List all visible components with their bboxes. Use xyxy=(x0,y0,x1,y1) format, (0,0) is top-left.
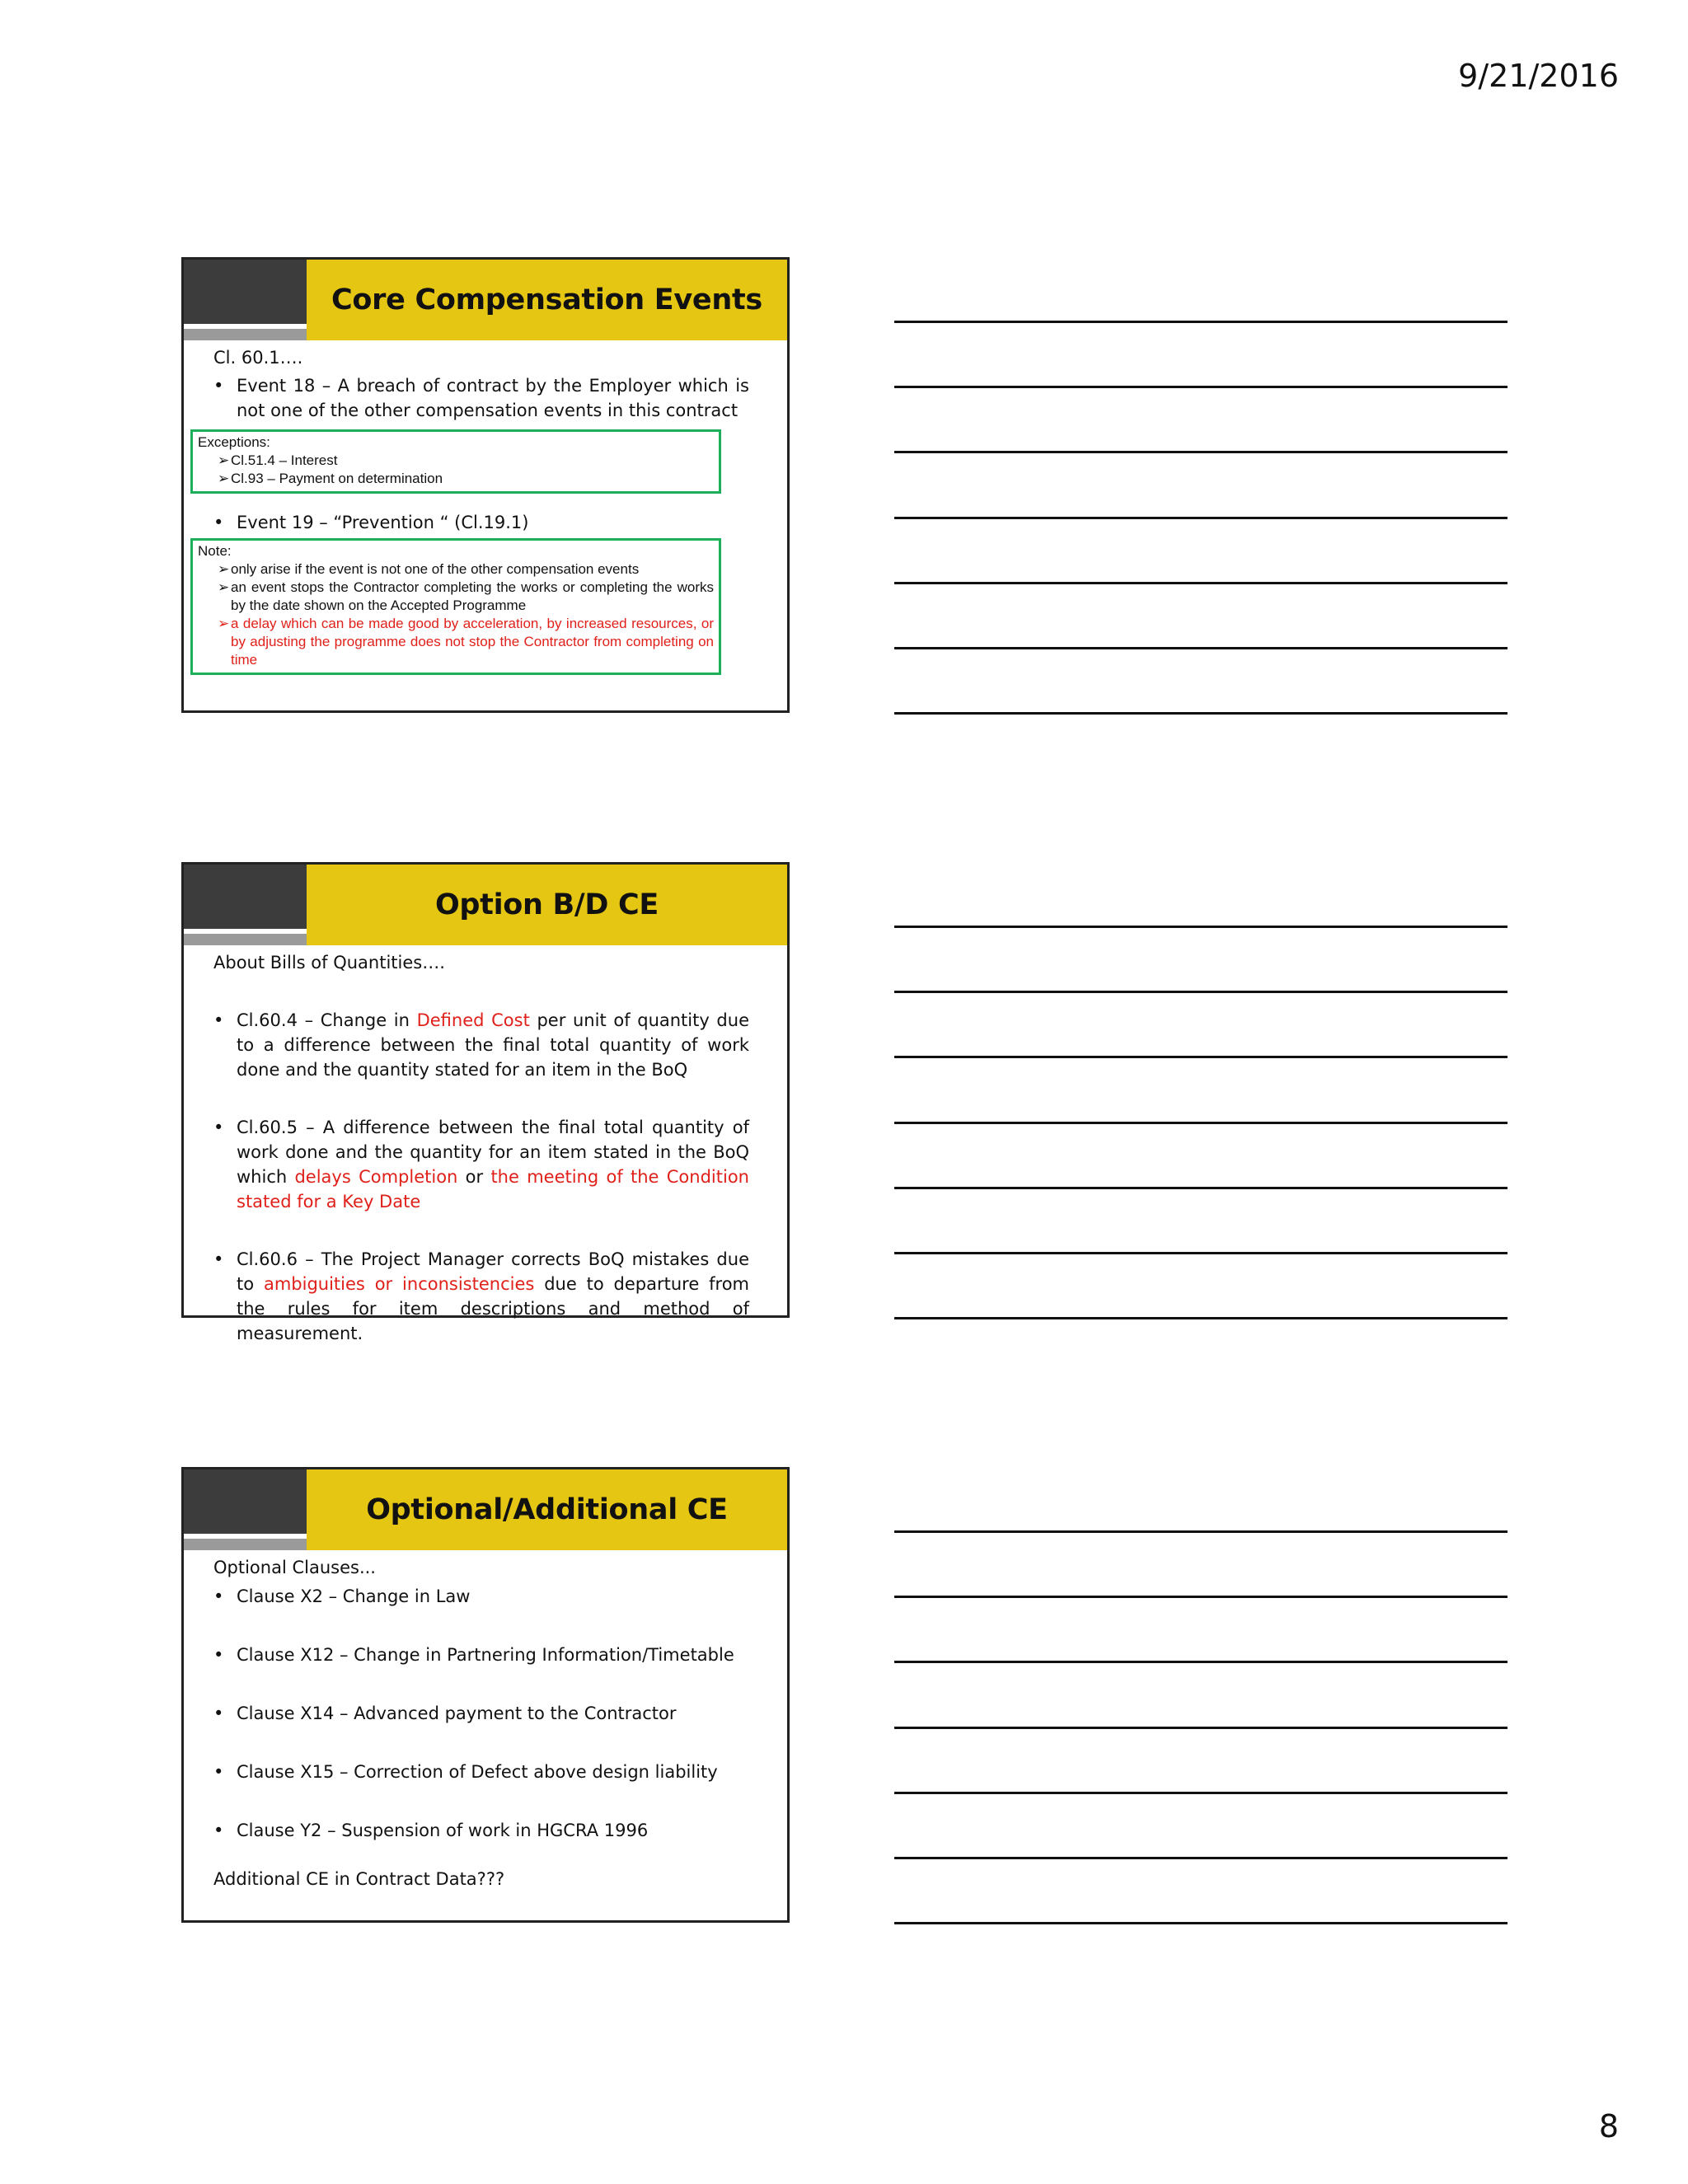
note-line xyxy=(894,1922,1507,1924)
note-line xyxy=(894,712,1507,715)
list-item: • Clause X15 – Correction of Defect above design liability xyxy=(213,1757,749,1787)
page-date: 9/21/2016 xyxy=(1458,58,1619,94)
note-line xyxy=(894,1661,1507,1663)
slide-intro: About Bills of Quantities…. xyxy=(213,953,445,972)
slide-header-dark-block xyxy=(184,260,307,329)
note-line xyxy=(894,1857,1507,1859)
note-line xyxy=(894,1727,1507,1729)
list-item: • Clause X2 – Change in Law xyxy=(213,1582,749,1611)
note-line xyxy=(894,582,1507,584)
note-item: ➢ an event stops the Contractor completing the works or completing the works by the date shown on the Accepted Programme xyxy=(218,579,714,613)
slide-title-bar xyxy=(307,260,787,340)
slide-header-gray-strip xyxy=(184,1539,307,1550)
note-line xyxy=(894,386,1507,388)
slide-header-gray-strip xyxy=(184,329,307,340)
slide-optional-additional-ce xyxy=(181,1467,790,1923)
note-line xyxy=(894,1792,1507,1794)
exceptions-box xyxy=(190,429,721,494)
exception-item: ➢ Cl.93 – Payment on determination xyxy=(218,471,443,486)
slide-header-dark-block xyxy=(184,1469,307,1539)
bullet-cl-60-4: • Cl.60.4 – Change in Defined Cost per unit of quantity due to a difference between the final total quantity of work done and the quantity stated for an item in the BoQ xyxy=(213,1008,749,1082)
note-heading: Note: xyxy=(198,543,232,559)
slide-core-compensation-events xyxy=(181,257,790,713)
exception-item: ➢ Cl.51.4 – Interest xyxy=(218,452,338,468)
slide-footer-text: Additional CE in Contract Data??? xyxy=(213,1869,505,1889)
note-line xyxy=(894,1122,1507,1124)
note-line xyxy=(894,647,1507,649)
slide-body xyxy=(213,1555,749,1894)
slide-header-dark-block xyxy=(184,865,307,934)
page-number: 8 xyxy=(1598,2108,1619,2144)
slide-body xyxy=(198,345,749,675)
list-item: • Clause X12 – Change in Partnering Information/Timetable xyxy=(213,1640,749,1670)
bullet-cl-60-5: • Cl.60.5 – A difference between the final total quantity of work done and the quantity for an item stated in the BoQ which delays Completion or the meeting of the Condition stated for a Key Date xyxy=(213,1115,749,1214)
slide-body xyxy=(213,950,749,1346)
bullet-cl-60-6: • Cl.60.6 – The Project Manager corrects BoQ mistakes due to ambiguities or inconsistencies due to departure from the rules for item descriptions and method of measurement. xyxy=(213,1247,749,1346)
arrow-bullet-icon: ➢ xyxy=(218,561,230,577)
slide-title-bar xyxy=(307,1469,787,1550)
highlight-text: the meeting of the Condition stated for a Key Date xyxy=(237,1167,749,1212)
note-line xyxy=(894,1317,1507,1319)
slide-intro: Optional Clauses... xyxy=(213,1558,376,1577)
arrow-bullet-icon: ➢ xyxy=(218,452,230,468)
bullet-event-19: • Event 19 – “Prevention “ (Cl.19.1) xyxy=(213,510,749,535)
slide-option-bd-ce xyxy=(181,862,790,1343)
note-line xyxy=(894,1056,1507,1058)
note-line xyxy=(894,926,1507,928)
note-box xyxy=(190,538,721,675)
note-line xyxy=(894,991,1507,993)
list-item: • Clause X14 – Advanced payment to the Contractor xyxy=(213,1699,749,1728)
note-line xyxy=(894,517,1507,519)
slide-intro: Cl. 60.1…. xyxy=(213,348,303,368)
note-line xyxy=(894,1187,1507,1189)
note-line xyxy=(894,1596,1507,1598)
highlight-text: delays Completion xyxy=(294,1167,458,1187)
arrow-bullet-icon: ➢ xyxy=(218,471,230,486)
slide-title-bar xyxy=(307,865,787,945)
note-line xyxy=(894,1252,1507,1254)
note-line xyxy=(894,321,1507,323)
arrow-bullet-icon: ➢ xyxy=(218,579,230,595)
note-item: ➢ only arise if the event is not one of the other compensation events xyxy=(218,561,640,577)
note-line xyxy=(894,1530,1507,1533)
list-item: • Clause Y2 – Suspension of work in HGCRA 1996 xyxy=(213,1816,749,1845)
slide-title: Optional/Additional CE xyxy=(366,1493,728,1526)
bullet-event-18: • Event 18 – A breach of contract by the Employer which is not one of the other compensation events in this contract xyxy=(213,373,749,423)
highlight-text: Defined Cost xyxy=(416,1010,530,1030)
slide-title: Core Compensation Events xyxy=(331,284,762,316)
highlight-text: ambiguities or inconsistencies xyxy=(263,1274,535,1294)
arrow-bullet-icon: ➢ xyxy=(218,616,230,631)
note-line xyxy=(894,451,1507,453)
note-item-highlight: ➢ a delay which can be made good by acceleration, by increased resources, or by adjusting the programme does not stop the Contractor from completing on time xyxy=(218,616,714,668)
slide-title: Option B/D CE xyxy=(434,888,659,921)
slide-header-gray-strip xyxy=(184,934,307,945)
exceptions-heading: Exceptions: xyxy=(198,434,270,450)
